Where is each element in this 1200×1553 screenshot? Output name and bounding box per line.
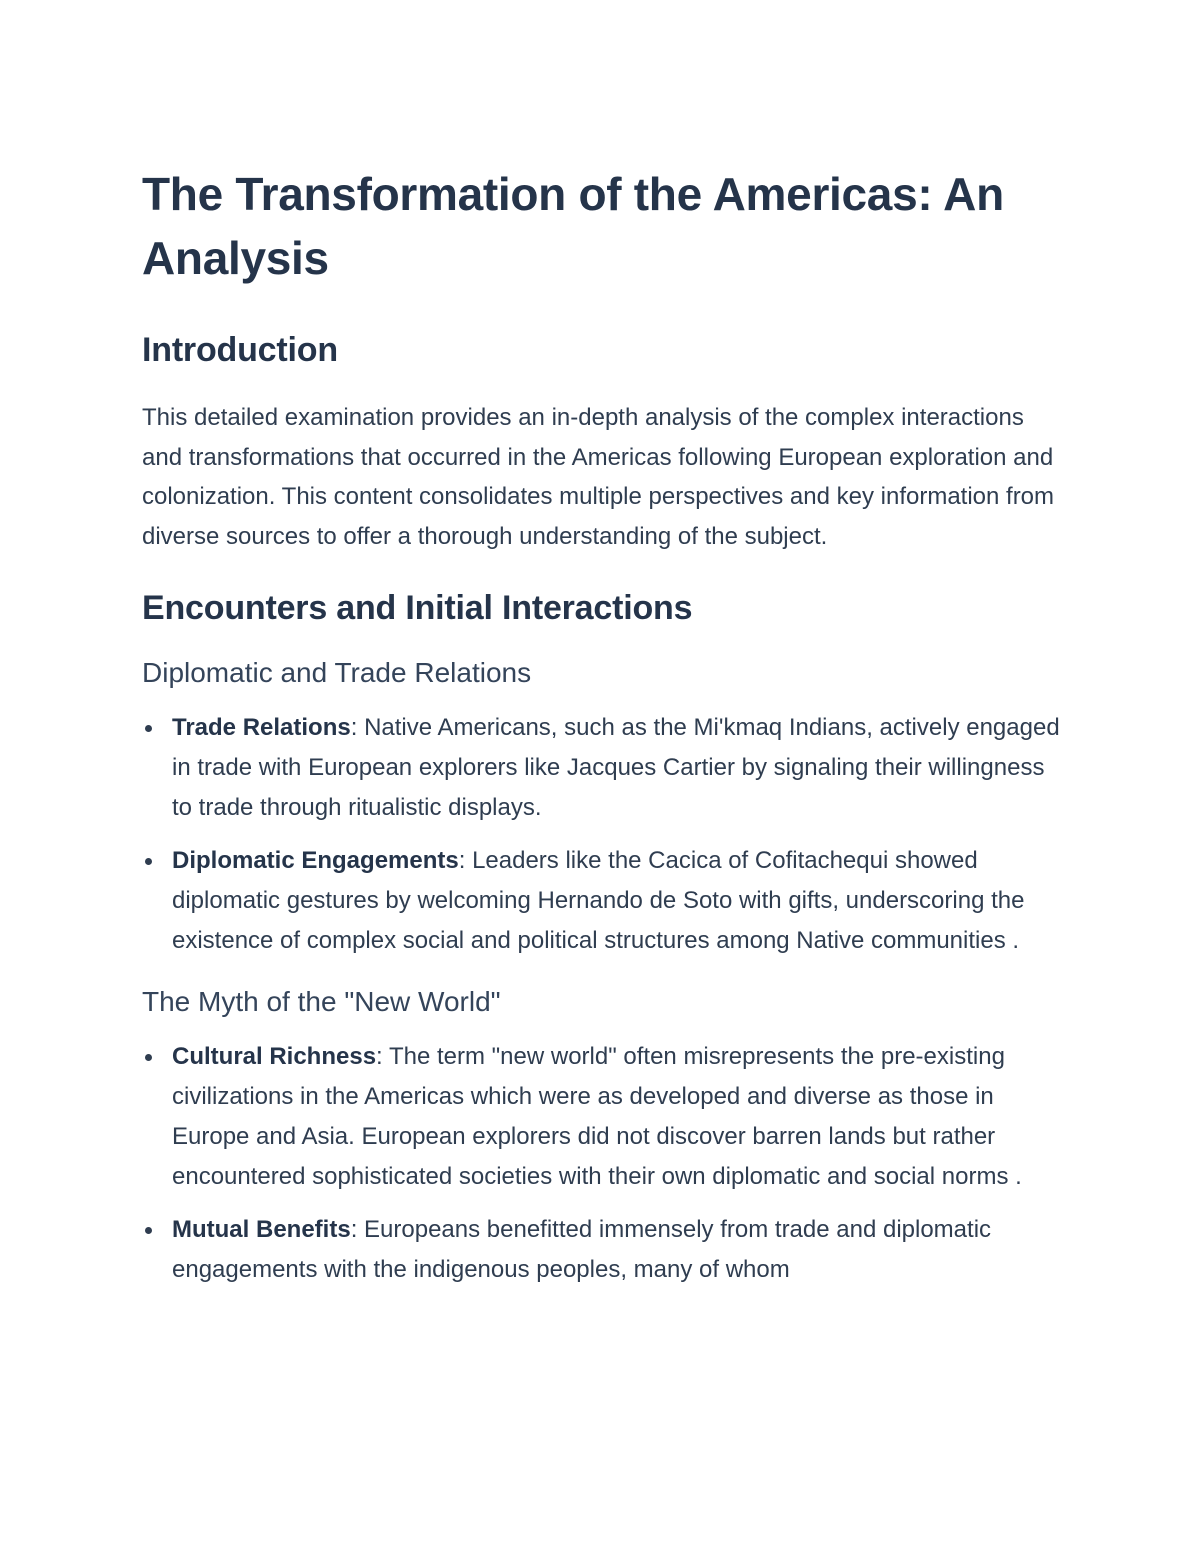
list-item [142, 1210, 1062, 1290]
introduction-paragraph: This detailed examination provides an in-depth analysis of the complex interactions and transformations that occurred in the Americas following European exploration and colonization. This content consolidates multiple perspectives and key information from diverse sources to offer a thorough understanding of the subject. [142, 404, 1055, 550]
list-item-text: : Europeans benefitted immensely from trade and diplomatic engagements with the indigenous peoples, many of whom [172, 1216, 992, 1283]
bullet-icon [145, 1227, 152, 1234]
bullet-icon [145, 725, 152, 732]
diplomatic-trade-relations-heading: Diplomatic and Trade Relations [142, 657, 532, 688]
list-item-term: Diplomatic Engagements [172, 847, 459, 874]
list-item-term: Cultural Richness [172, 1043, 377, 1070]
bullet-icon [145, 1054, 152, 1061]
list-item-text: : Native Americans, such as the Mi'kmaq Indians, actively engaged in trade with European explorers like Jacques Cartier by signaling their willingness to trade through ritualistic displays. [172, 714, 1060, 821]
list-item [142, 841, 1062, 961]
new-world-myth-list [142, 1037, 1062, 1290]
encounters-heading: Encounters and Initial Interactions [142, 589, 693, 627]
introduction-heading: Introduction [142, 331, 338, 369]
list-item [142, 1037, 1062, 1197]
list-item-text: : Leaders like the Cacica of Cofitachequi showed diplomatic gestures by welcoming Hernando de Soto with gifts, underscoring the existence of complex social and political structures among Native communities . [172, 847, 1025, 954]
bullet-icon [145, 858, 152, 865]
diplomatic-trade-list [142, 708, 1062, 961]
list-item-term: Trade Relations [172, 714, 351, 741]
new-world-myth-heading: The Myth of the "New World" [142, 986, 501, 1017]
document-page [142, 162, 1062, 1303]
list-item [142, 708, 1062, 828]
document-title: The Transformation of the Americas: An Analysis [142, 168, 1004, 284]
list-item-text: : The term "new world" often misrepresents the pre-existing civilizations in the Americas which were as developed and diverse as those in Europe and Asia. European explorers did not discover barren lands but rather encountered sophisticated societies with their own diplomatic and social norms . [172, 1043, 1022, 1190]
list-item-term: Mutual Benefits [172, 1216, 351, 1243]
